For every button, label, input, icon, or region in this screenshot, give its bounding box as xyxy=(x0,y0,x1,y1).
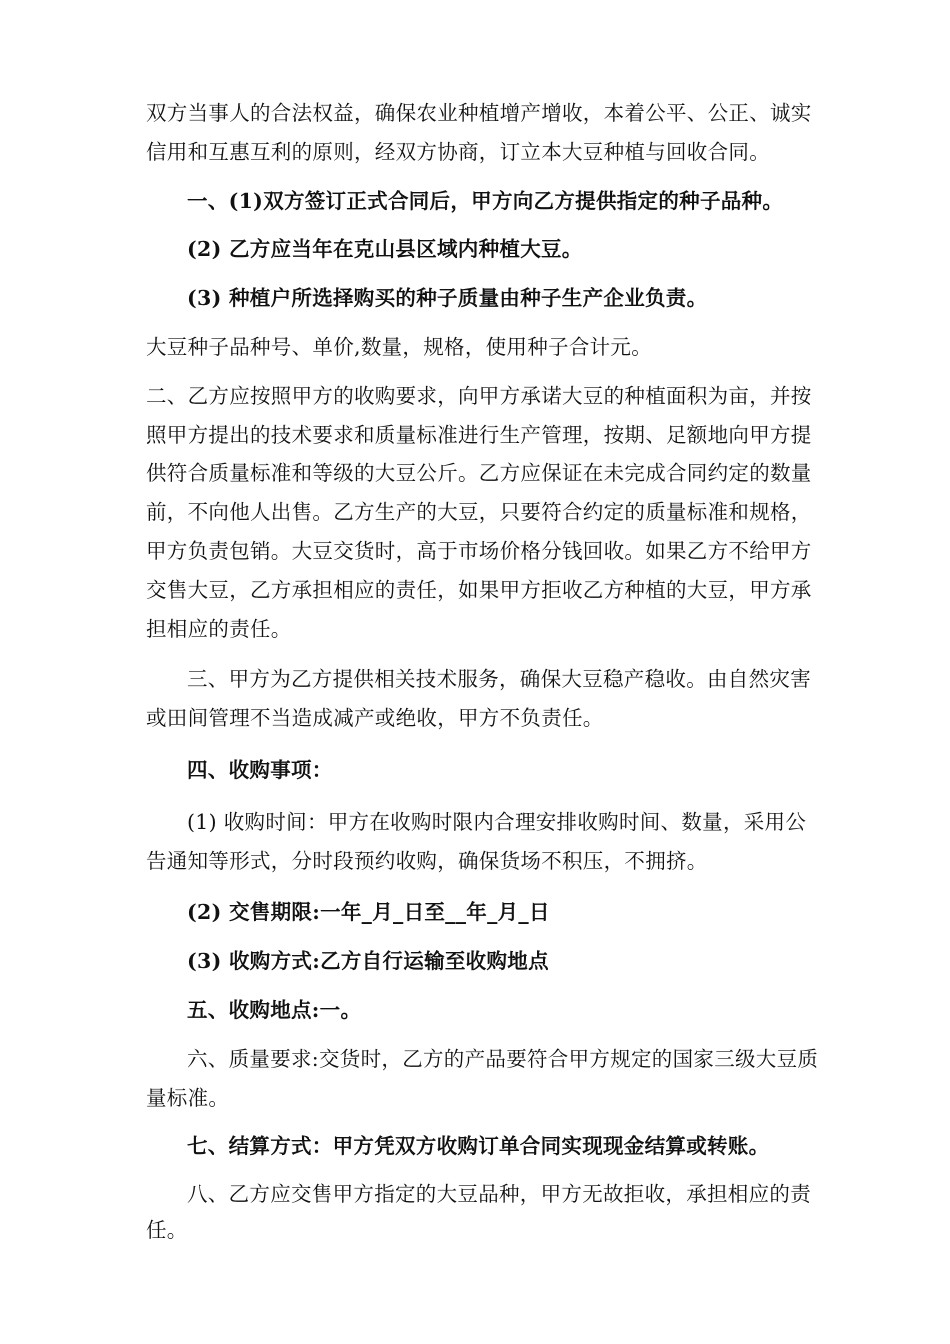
document-body xyxy=(146,94,822,1248)
clause-4-heading: 四、收购事项： xyxy=(187,757,333,782)
seed-info-line: 大豆种子品种号、单价,数量，规格，使用种子合计元。 xyxy=(146,334,653,359)
clause-2: 二、乙方应按照甲方的收购要求，向甲方承诺大豆的种植面积为亩，并按照甲方提出的技术要求和质量标准进行生产管理，按期、足额地向甲方提供符合质量标准和等级的大豆公斤。乙方应保证在未完成合同约定的数量前，不向他人出售。乙方生产的大豆，只要符合约定的质量标准和规格，甲方负责包销。大豆交货时，高于市场价格分钱回收。如果乙方不给甲方交售大豆，乙方承担相应的责任，如果甲方拒收乙方种植的大豆，甲方承担相应的责任。 xyxy=(146,383,812,641)
clause-4-1: (1) 收购时间：甲方在收购时限内合理安排收购时间、数量，采用公告通知等形式，分时段预约收购，确保货场不积压，不拥挤。 xyxy=(146,809,807,873)
clause-8: 八、乙方应交售甲方指定的大豆品种，甲方无故拒收，承担相应的责任。 xyxy=(146,1182,811,1243)
clause-1-1: 一、(1)双方签订正式合同后，甲方向乙方提供指定的种子品种。 xyxy=(187,188,784,213)
clause-4-3: (3) 收购方式:乙方自行运输至收购地点 xyxy=(187,949,549,974)
clause-1-3: (3) 种植户所选择购买的种子质量由种子生产企业负责。 xyxy=(187,286,708,311)
clause-7: 七、结算方式：甲方凭双方收购订单合同实现现金结算或转账。 xyxy=(187,1134,770,1159)
clause-4-2: (2) 交售期限:一年_月_日至__年_月_日 xyxy=(187,900,550,925)
clause-1-2: (2) 乙方应当年在克山县区域内种植大豆。 xyxy=(187,237,583,262)
paragraph-preamble: 双方当事人的合法权益，确保农业种植增产增收，本着公平、公正、诚实信用和互惠互利的原则，经双方协商，订立本大豆种植与回收合同。 xyxy=(146,101,812,164)
clause-3: 三、甲方为乙方提供相关技术服务，确保大豆稳产稳收。由自然灾害或田间管理不当造成减产或绝收，甲方不负责任。 xyxy=(146,667,811,731)
clause-5: 五、收购地点:一。 xyxy=(187,997,362,1022)
clause-6: 六、质量要求:交货时，乙方的产品要符合甲方规定的国家三级大豆质量标准。 xyxy=(146,1046,819,1110)
